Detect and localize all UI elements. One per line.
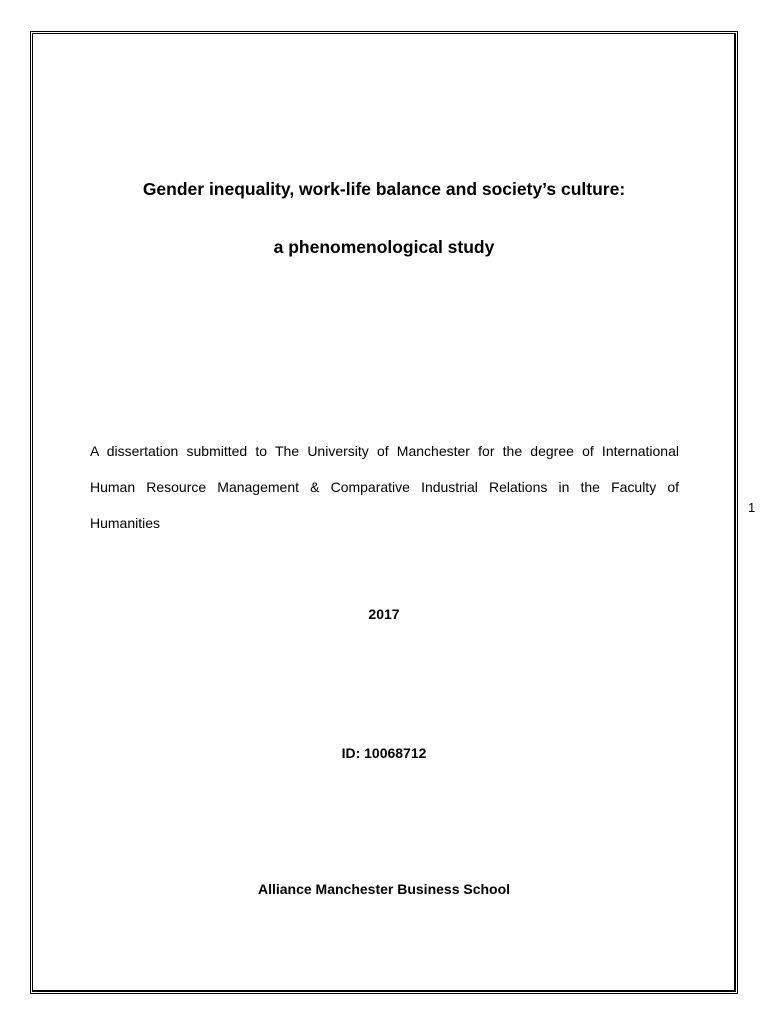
submission-year: 2017	[368, 606, 400, 622]
submission-statement-line: A dissertation submitted to The University of Manchester for the degree of International	[90, 443, 679, 459]
page-number: 1	[748, 500, 756, 515]
submission-statement-line: Human Resource Management & Comparative Industrial Relations in the Faculty of	[90, 479, 679, 495]
dissertation-title: Gender inequality, work-life balance and society’s culture:	[142, 179, 626, 199]
school-name: Alliance Manchester Business School	[257, 881, 511, 897]
submission-statement-line: Humanities	[90, 515, 161, 531]
student-id: ID: 10068712	[341, 745, 427, 761]
dissertation-subtitle: a phenomenological study	[273, 237, 495, 257]
